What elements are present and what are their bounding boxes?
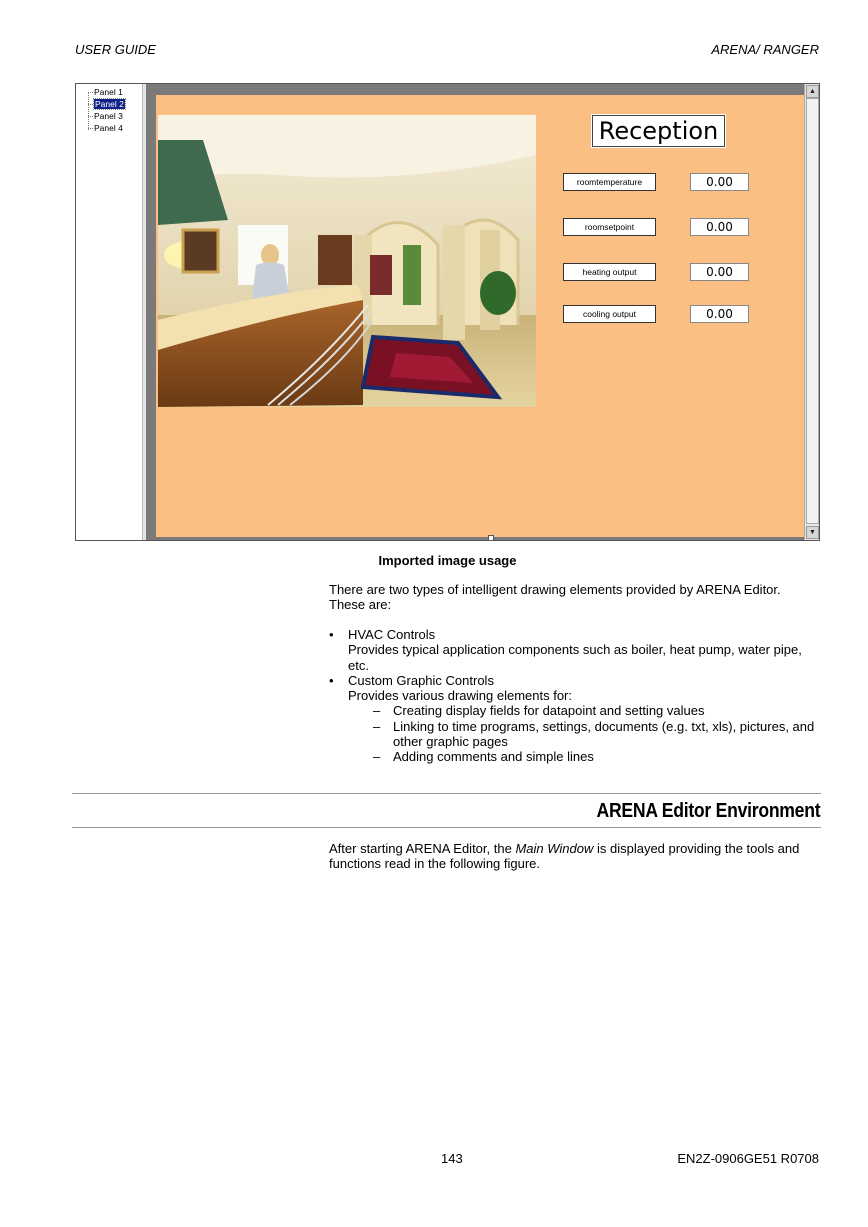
reception-title: Reception (592, 115, 725, 147)
panel-tree (76, 84, 143, 540)
sublist-item: Creating display fields for datapoint and setting values (393, 703, 705, 718)
section-heading: ARENA Editor Environment (596, 800, 820, 822)
list-item-hvac (348, 627, 818, 673)
value-roomtemperature[interactable]: 0.00 (690, 173, 749, 191)
scroll-thumb[interactable] (806, 98, 819, 524)
body-paragraph: After starting ARENA Editor, the Main Window is displayed providing the tools and functions read in the following figure. (329, 841, 800, 872)
section-rule-bottom (72, 827, 821, 828)
intro-paragraph: There are two types of intelligent drawing elements provided by ARENA Editor. These are: (329, 582, 781, 613)
page-number: 143 (441, 1151, 463, 1166)
list-item-desc: Provides various drawing elements for: (348, 688, 572, 704)
label-roomtemperature: roomtemperature (563, 173, 656, 191)
bullet-marker: • (329, 627, 334, 642)
tree-item-panel-1[interactable]: Panel 1 (88, 86, 123, 98)
bullet-marker: • (329, 673, 334, 688)
scroll-down-arrow-icon[interactable]: ▼ (806, 526, 819, 539)
sublist-item: Adding comments and simple lines (393, 749, 594, 764)
tree-item-panel-3[interactable]: Panel 3 (88, 110, 123, 122)
value-cooling-output[interactable]: 0.00 (690, 305, 749, 323)
resize-handle[interactable] (488, 535, 494, 541)
reception-lobby-image (158, 115, 536, 407)
label-heating-output: heating output (563, 263, 656, 281)
dash-marker: – (373, 749, 381, 764)
running-header-right: ARENA/ RANGER (711, 42, 819, 57)
tree-item-panel-4[interactable]: Panel 4 (88, 122, 123, 134)
lobby-photo (158, 115, 536, 407)
document-number: EN2Z-0906GE51 R0708 (677, 1151, 819, 1166)
dash-marker: – (373, 703, 381, 718)
emphasis: Main Window (515, 841, 594, 856)
label-cooling-output: cooling output (563, 305, 656, 323)
value-roomsetpoint[interactable]: 0.00 (690, 218, 749, 236)
running-header-left: USER GUIDE (75, 42, 156, 57)
scroll-up-arrow-icon[interactable]: ▲ (806, 85, 819, 98)
sublist-item: Linking to time programs, settings, documents (e.g. txt, xls), pictures, and other graphic pages (393, 719, 815, 750)
label-roomsetpoint: roomsetpoint (563, 218, 656, 236)
editor-screenshot (75, 83, 820, 541)
vertical-scrollbar[interactable] (804, 84, 819, 540)
section-rule-top (72, 793, 821, 794)
list-item-custom-graphic (348, 673, 818, 704)
value-heating-output[interactable]: 0.00 (690, 263, 749, 281)
list-item-desc: Provides typical application components such as boiler, heat pump, water pipe, etc. (348, 642, 802, 673)
figure-caption: Imported image usage (378, 553, 517, 568)
list-item-title: Custom Graphic Controls (348, 673, 494, 688)
list-item-title: HVAC Controls (348, 627, 436, 642)
dash-marker: – (373, 719, 381, 734)
tree-item-panel-2[interactable]: Panel 2 (88, 98, 125, 110)
